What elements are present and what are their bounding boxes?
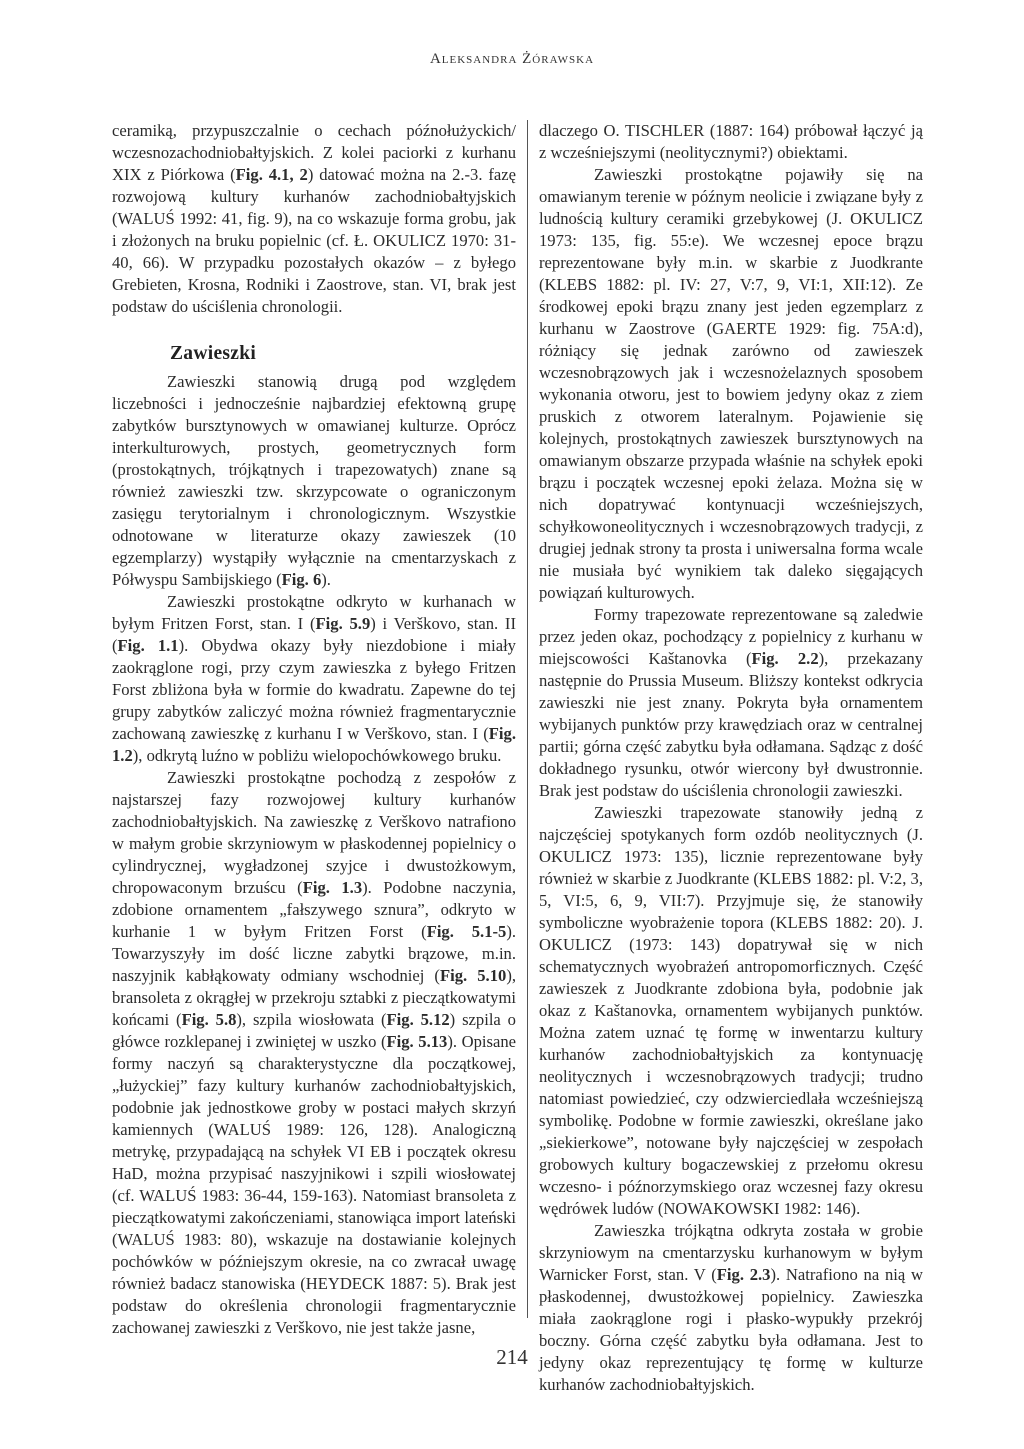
figure-reference-link[interactable]: Fig. 5.12 <box>386 1010 450 1029</box>
figure-reference-link[interactable]: Fig. 5.13 <box>386 1032 448 1051</box>
text-run: ) szpila o główce rozklepanej i zwiniętej w uszko ( <box>112 1010 516 1051</box>
left-column <box>112 120 516 1339</box>
running-header: Aleksandra Żórawska <box>429 51 595 67</box>
text-run: ). Towarzyszyły im dość liczne zabytki brązowe, m.in. naszyjnik kabłąkowaty odmiany wschodniej ( <box>112 922 517 985</box>
paragraph-continued <box>539 120 923 164</box>
figure-reference-link[interactable]: Fig. 1.3 <box>302 878 363 897</box>
paragraph <box>539 604 923 802</box>
figure-reference-link[interactable]: Fig. 5.10 <box>439 966 507 985</box>
figure-reference-link[interactable]: Fig. 6 <box>281 570 322 589</box>
paragraph <box>112 591 516 767</box>
text-run: dlaczego O. TISCHLER (1887: 164) próbował łączyć ją z wcześniejszymi (neolitycznymi?) obiektami. <box>539 121 923 162</box>
paragraph-continued <box>112 120 516 318</box>
text-run: ). Opisane formy naczyń są charakterystyczne dla początkowej, „łużyckiej” fazy kultury kurhanów zachodniobałtyjskich, podobnie jak jednostkowe groby w postaci małych skrzyń kamiennych (WALUŚ 1989: 126, 128). Analogiczną metrykę, przypadającą na schyłek VI EB i początek okresu HaD, można przypisać naszyjnikowi i szpili wiosłowatej (cf. WALUŚ 1983: 36-44, 159-163). Natomiast bransoleta z pieczątkowatymi zakończeniami, stanowiąca import lateński (WALUŚ 1983: 80), wskazuje na dostawianie kolejnych pochówków w późniejszym okresie, na co zwracał uwagę również badacz stanowiska (HEYDECK 1887: 5). Brak jest podstaw do określenia chronologii fragmentarycznie zachowanej zawieszki z Verškovo, nie jest także jasne, <box>112 1032 516 1337</box>
text-run: Zawieszki trapezowate stanowiły jedną z najczęściej spotykanych form ozdób neolitycznych (J. OKULICZ 1973: 135), licznie reprezentowane były również w skarbie z Juodkrante (KLEBS 1882: pl. V:2, 3, 5, VI:5, 6, 9, VII:7). Przyjmuje się, że stanowiły symboliczne wyobrażenie topora (KLEBS 1882: 20). J. OKULICZ (1973: 143) dopatrywał się w nich schematycznych wyobrażeń antropomorficznych. Część zawieszek z Juodkrante zdobiona była, podobnie jak okaz z Kaštanovka, ornamentem wybijanych punktów. Można zatem uznać tę formę w inwentarzu kultury kurhanów zachodniobałtyjskich za kontynuację neolitycznych i wczesnobrązowych tradycji; trudno natomiast powiedzieć, czy odzwierciedlała wcześniejszą symbolikę. Podobne w formie zawieszki, określane jako „siekierkowe”, notowane były najczęściej w zespołach grobowych kultury bogaczewskiej z przełomu okresu wczesno- i późnorzymskiego oraz wczesnej fazy okresu wędrówek ludów (NOWAKOWSKI 1982: 146). <box>539 803 923 1218</box>
figure-reference-link[interactable]: Fig. 5.8 <box>181 1010 237 1029</box>
figure-reference-link[interactable]: Fig. 2.2 <box>751 649 819 668</box>
paragraph <box>539 802 923 1220</box>
section-heading: Zawieszki <box>170 343 257 364</box>
figure-reference-link[interactable]: Fig. 5.9 <box>315 614 371 633</box>
text-run: Zawieszki prostokątne odkryto w kurhanach w byłym Fritzen Forst, stan. I ( <box>112 592 516 633</box>
paragraph <box>539 164 923 604</box>
paragraph <box>112 767 516 1339</box>
paragraph <box>112 371 516 591</box>
figure-reference-link[interactable]: Fig. 1.1 <box>117 636 179 655</box>
figure-reference-link[interactable]: Fig. 5.1-5 <box>426 922 507 941</box>
text-run: ), odkrytą luźno w pobliżu wielopochówkowego bruku. <box>132 746 502 765</box>
figure-reference-link[interactable]: Fig. 2.3 <box>716 1265 771 1284</box>
page-number: 214 <box>496 1345 528 1369</box>
text-run: Zawieszki prostokątne pochodzą z zespołów z najstarszej fazy rozwojowej kultury kurhanów zachodniobałtyjskich. Na zawieszkę z Verškovo natrafiono w małym grobie skrzyniowym w płaskodennej popielnicy o cylindrycznej, wygładzonej szyjce i dwustożkowym, chropowaconym brzuścu ( <box>112 768 516 897</box>
text-run: ), bransoleta z okrągłej w przekroju sztabki z pieczątkowatymi końcami ( <box>112 966 516 1029</box>
text-run: ). Obydwa okazy były niezdobione i miały zaokrąglone rogi, przy czym zawieszka z byłego Fritzen Forst zbliżona była w formie do kwadratu. Zapewne do tej grupy zabytków zaliczyć można również fragmentarycznie zachowaną zawieszkę z kurhanu I w Verškovo, stan. I ( <box>112 636 516 743</box>
text-run: ) datować można na 2.-3. fazę rozwojową kultury kurhanów zachodniobałtyjskich (WALUŚ 1992: 41, fig. 9), na co wskazuje forma grobu, jak i złożonych na bruku popielnic (cf. Ł. OKULICZ 1970: 31-40, 66). W przypadku pozostałych okazów – z byłego Grebieten, Krosna, Rodniki i Zaostrove, stan. VI, brak jest podstaw do uściślenia chronologii. <box>112 165 516 316</box>
text-run: ). Natrafiono na nią w płaskodennej, dwustożkowej popielnicy. Zawieszka miała zaokrąglone rogi i płasko-wypukły przekrój boczny. Górna część zabytku była odłamana. Jest to jedyny okaz reprezentujący tę formę w kulturze kurhanów zachodniobałtyjskich. <box>539 1265 923 1394</box>
text-run: Zawieszki prostokątne pojawiły się na omawianym terenie w późnym neolicie i związane były z ludnością kultury ceramiki grzebykowej (J. OKULICZ 1973: 135, fig. 55:e). We wczesnej epoce brązu reprezentowane były m.in. w skarbie z Juodkrante (KLEBS 1882: pl. IV: 27, V:7, 9, VI:1, XII:12). Ze środkowej epoki brązu znany jest jeden egzemplarz z kurhanu w Zaostrove (GAERTE 1929: fig. 75A:d), różniący się jednak zarówno od zawieszek wczesnobrązowych jak i wczesnożelaznych sposobem wykonania otworu, jest to bowiem jedyny okaz z ziem pruskich z otworem lateralnym. Pojawienie się kolejnych, prostokątnych zawieszek bursztynowych na omawianym obszarze przypada właśnie na schyłek epoki brązu i początek wczesnej epoki żelaza. Można się w nich dopatrywać kontynuacji wcześniejszych, schyłkowoneolitycznych i wczesnobrązowych tradycji, z drugiej jednak strony ta prosta i uniwersalna forma wcale nie musiała być wynikiem tak daleko sięgających powiązań kulturowych. <box>539 165 923 602</box>
text-run: ), przekazany następnie do Prussia Museum. Bliższy kontekst odkrycia zawieszki nie jest znany. Pokryta była ornamentem wybijanych punktów przy krawędziach oraz w centralnej partii; górna część zabytku była odłamana. Sądząc z dość dokładnego rysunku, otwór wiercony był dwustronnie. Brak jest podstaw do uściślenia chronologii zawieszki. <box>539 649 923 800</box>
text-run: Formy trapezowate reprezentowane są zaledwie przez jeden okaz, pochodzący z popielnicy z kurhanu w miejscowości Kaštanovka ( <box>539 605 923 668</box>
text-run: Zawieszki stanowią drugą pod względem liczebności i jednocześnie najbardziej efektowną grupę zabytków bursztynowych w omawianej kulturze. Oprócz interkulturowych, prostych, geometrycznych form (prostokątnych, trójkątnych i trapezowatych) znane są również zawieszki tzw. skrzypcowate o ograniczonym zasięgu terytorialnym i chronologicznym. Wszystkie odnotowane w literaturze okazy zawieszek (10 egzemplarzy) wystąpiły wyłącznie na cmentarzyskach z Półwyspu Sambijskiego ( <box>112 372 516 589</box>
figure-reference-link[interactable]: Fig. 4.1, 2 <box>235 165 308 184</box>
text-run: ). <box>321 570 331 589</box>
text-run: ), szpila wiosłowata ( <box>236 1010 387 1029</box>
figure-reference-link[interactable]: Fig. 1.2 <box>112 724 516 765</box>
text-run: ) i Verškovo, stan. II ( <box>112 614 516 655</box>
text-run: ceramiką, przypuszczalnie o cechach późnołużyckich/ wczesnozachodniobałtyjskich. Z kolei paciorki z kurhanu XIX z Piórkowa ( <box>112 121 516 184</box>
column-divider <box>527 120 528 1318</box>
text-run: ). Podobne naczynia, zdobione ornamentem „fałszywego sznura”, odkryto w kurhanie 1 w byłym Fritzen Forst ( <box>112 878 516 941</box>
text-run: Zawieszka trójkątna odkryta została w grobie skrzyniowym na cmentarzysku kurhanowym w byłym Warnicker Forst, stan. V ( <box>539 1221 923 1284</box>
right-column <box>539 120 923 1396</box>
